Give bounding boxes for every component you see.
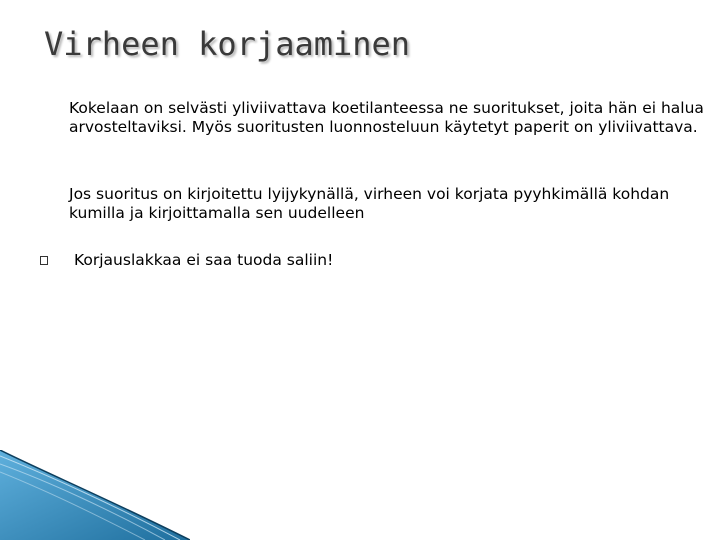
corner-wave-decoration: [0, 450, 190, 540]
paragraph-exam-marking: Kokelaan on selvästi yliviivattava koetilanteessa ne suoritukset, joita hän ei halua arvosteltaviksi. Myös suoritusten luonnosteluun käytetyt paperit on yliviivattava.: [69, 99, 704, 136]
bullet-text: Korjauslakkaa ei saa tuoda saliin!: [74, 251, 334, 269]
square-bullet-icon: [40, 256, 48, 265]
slide-title: Virheen korjaaminen: [44, 25, 411, 63]
paragraph-pencil-correction: Jos suoritus on kirjoitettu lyijykynällä, virheen voi korjata pyyhkimällä kohdan kumilla ja kirjoittamalla sen uudelleen: [69, 185, 670, 222]
bullet-item: [40, 251, 333, 270]
